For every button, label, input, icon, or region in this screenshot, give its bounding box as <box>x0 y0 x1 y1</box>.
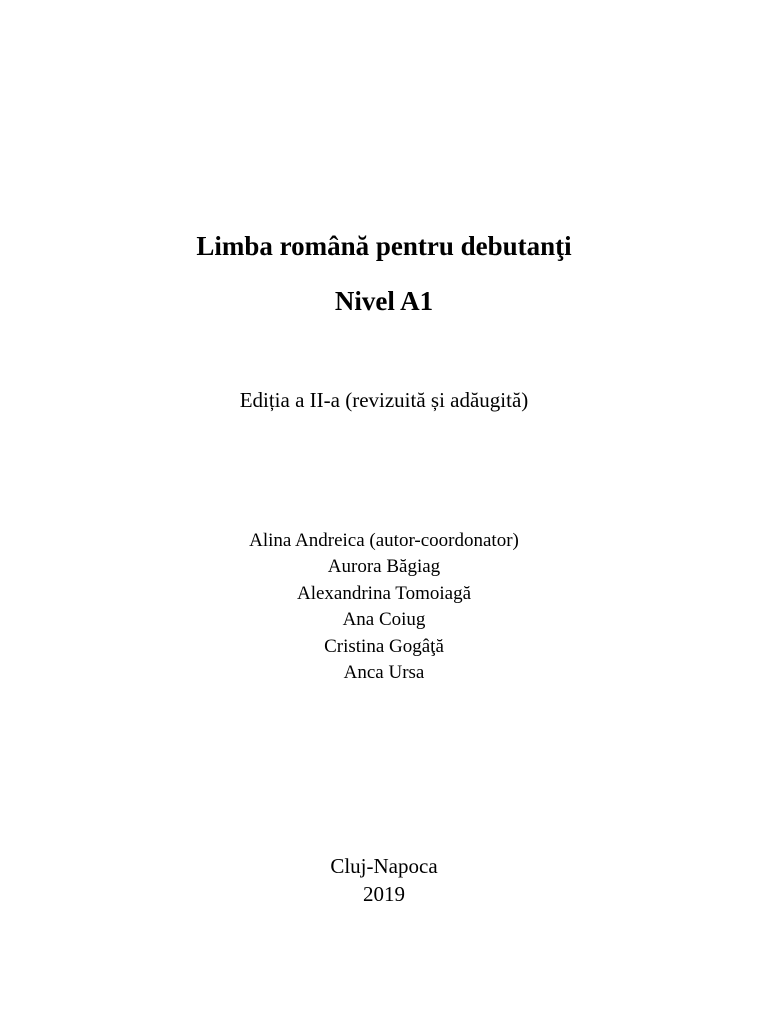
author-name: Alexandrina Tomoiagă <box>296 582 471 604</box>
author-name: Aurora Băgiag <box>327 556 441 578</box>
publication-city: Cluj-Napoca <box>330 854 438 878</box>
author-name: Ana Coiug <box>342 609 426 631</box>
author-name: Anca Ursa <box>343 662 425 684</box>
author-name: Alina Andreica (autor-coordonator) <box>249 530 519 551</box>
book-level: Nivel A1 <box>334 286 434 316</box>
edition-note: Ediția a II-a (revizuită și adăugită) <box>239 388 529 412</box>
author-list <box>0 528 768 686</box>
book-title: Limba română pentru debutanţi <box>196 231 572 261</box>
author-name: Cristina Gogâţă <box>324 635 444 657</box>
publication-year: 2019 <box>363 882 405 906</box>
